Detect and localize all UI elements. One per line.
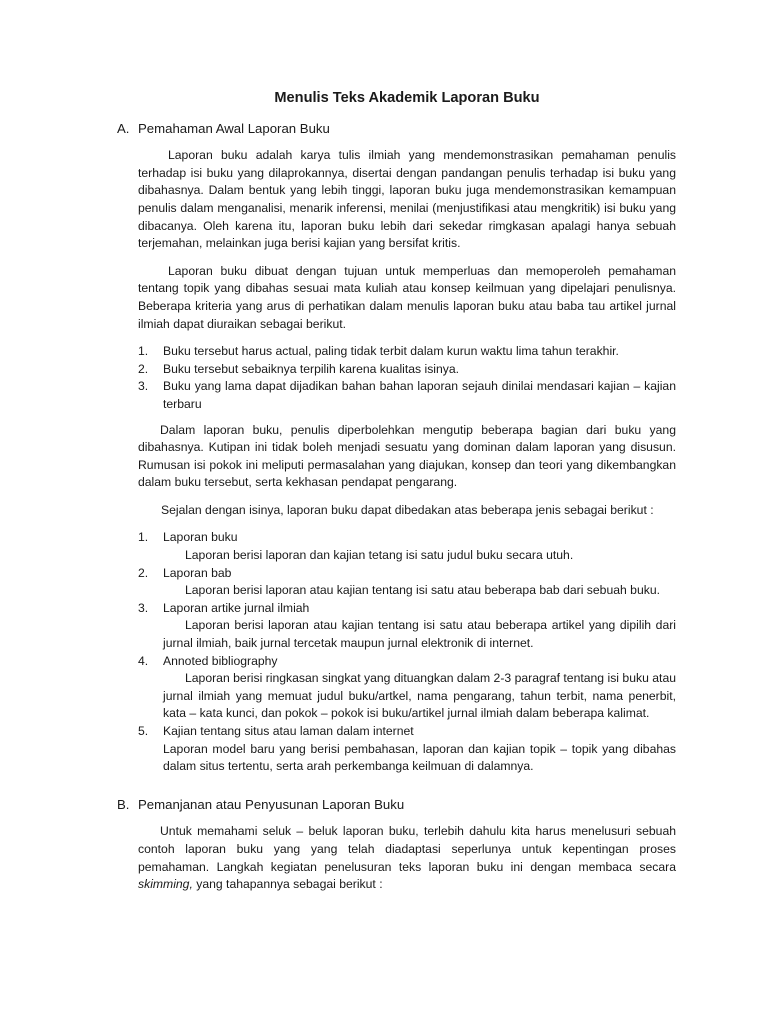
list-item: 3. Buku yang lama dapat dijadikan bahan bahan laporan sejauh dinilai mendasari kajian – kajian terbaru	[138, 379, 676, 411]
list-item: 1. Laporan buku Laporan berisi laporan dan kajian tetang isi satu judul buku secara utuh.	[138, 529, 676, 564]
list-item: 4. Annoted bibliography Laporan berisi ringkasan singkat yang dituangkan dalam 2-3 paragraf tentang isi buku atau jurnal ilmiah yang memuat judul buku/artkel, nama pengarang, tahun terbit, nama penerbit, kata – kata kunci, dan pokok – pokok isi buku/artikel jurnal ilmiah dalam beberapa kalimat.	[138, 653, 676, 723]
list-item: 1. Buku tersebut harus actual, paling tidak terbit dalam kurun waktu lima tahun terakhir.	[138, 344, 619, 359]
document-body	[117, 90, 676, 904]
skimming-term: skimming,	[138, 877, 193, 892]
section-a-paragraph-1: Laporan buku adalah karya tulis ilmiah yang mendemonstrasikan pemahaman penulis terhadap isi buku yang dilaprokannya, disertai dengan pandangan penulis terhadap isi buku yang dibahasnya. Dalam bentuk yang lebih tinggi, laporan buku juga mendemonstrasikan kemampuan penulis dalam menganalisi, menarik inferensi, menilai (menjustifikasi atau mengkritik) isi buku yang dibacanya. Oleh karena itu, laporan buku lebih dari sekedar rimgkasan apalagi hanya sebuah terjemahan, melainkan juga berisi kajian yang bersifat kritis.	[138, 148, 676, 251]
section-a-marker: A.	[117, 120, 130, 136]
type-description: Laporan berisi laporan dan kajian tetang isi satu judul buku secara utuh.	[185, 548, 574, 563]
section-b-heading	[117, 796, 676, 814]
type-name: Laporan artike jurnal ilmiah	[163, 600, 310, 615]
list-item: 2. Laporan bab Laporan berisi laporan atau kajian tentang isi satu atau beberapa bab dari sebuah buku.	[138, 565, 676, 600]
type-description: Laporan berisi laporan atau kajian tentang isi satu atau beberapa bab dari sebuah buku.	[185, 583, 660, 598]
document-title: Menulis Teks Akademik Laporan Buku	[274, 90, 540, 106]
type-name: Annoted bibliography	[163, 653, 278, 668]
type-name: Laporan bab	[163, 565, 232, 580]
list-item: 3. Laporan artike jurnal ilmiah Laporan berisi laporan atau kajian tentang isi satu atau beberapa artikel yang dipilih dari jurnal ilmiah, baik jurnal tercetak maupun jurnal elektronik di internet.	[138, 600, 676, 653]
report-types-list	[138, 529, 676, 775]
section-a-paragraph-4: Sejalan dengan isinya, laporan buku dapat dibedakan atas beberapa jenis sebagai berikut :	[161, 502, 654, 517]
type-description: Laporan model baru yang berisi pembahasan, laporan dan kajian topik – topik yang dibahas dalam situs tertentu, serta arah perkembanga keilmuan di dalamnya.	[163, 741, 676, 774]
section-b-paragraph-1: Untuk memahami seluk – beluk laporan buku, terlebih dahulu kita harus menelusuri sebuah contoh laporan buku yang yang telah diadaptasi seperlunya untuk kepentingan proses pemahaman. Langkah kegiatan penelusuran teks laporan buku ini dengan membaca secara skimming, yang tahapannya sebagai berikut :	[138, 824, 676, 892]
list-item: 2. Buku tersebut sebaiknya terpilih karena kualitas isinya.	[138, 361, 460, 376]
section-b-title: Pemanjanan atau Penyusunan Laporan Buku	[138, 796, 405, 812]
list-item: 5. Kajian tentang situs atau laman dalam internet Laporan model baru yang berisi pembahasan, laporan dan kajian topik – topik yang dibahas dalam situs tertentu, serta arah perkembanga keilmuan di dalamnya.	[138, 723, 676, 776]
type-name: Kajian tentang situs atau laman dalam internet	[163, 724, 414, 738]
type-name: Laporan buku	[163, 530, 238, 545]
section-a-heading	[117, 120, 676, 138]
section-a-paragraph-3: Dalam laporan buku, penulis diperbolehkan mengutip beberapa bagian dari buku yang dibahasnya. Kutipan ini tidak boleh menjadi sesuatu yang dominan dalam laporan yang disusun. Rumusan isi pokok ini meliputi permasalahan yang diajukan, konsep dan teori yang dikembangkan dalam buku tersebut, serta kekhasan pendapat pengarang.	[138, 422, 676, 490]
section-a-title: Pemahaman Awal Laporan Buku	[138, 120, 330, 136]
section-a-paragraph-2: Laporan buku dibuat dengan tujuan untuk memperluas dan memoperoleh pemahaman tentang topik yang dibahas sesuai mata kuliah atau konsep keilmuan yang dipelajari penulisnya. Beberapa kriteria yang arus di perhatikan dalam menulis laporan buku atau baba tau artikel jurnal ilmiah dapat diuraikan sebagai berikut.	[138, 263, 676, 331]
section-b-marker: B.	[117, 796, 130, 812]
type-description: Laporan berisi ringkasan singkat yang dituangkan dalam 2-3 paragraf tentang isi buku atau jurnal ilmiah yang memuat judul buku/artkel, nama pengarang, tahun terbit, nama penerbit, kata – kata kunci, dan pokok – pokok isi buku/artikel jurnal ilmiah dalam beberapa kalimat.	[163, 671, 676, 721]
type-description: Laporan berisi laporan atau kajian tentang isi satu atau beberapa artikel yang dipilih dari jurnal ilmiah, baik jurnal tercetak maupun jurnal elektronik di internet.	[163, 618, 676, 651]
criteria-list	[138, 343, 676, 413]
